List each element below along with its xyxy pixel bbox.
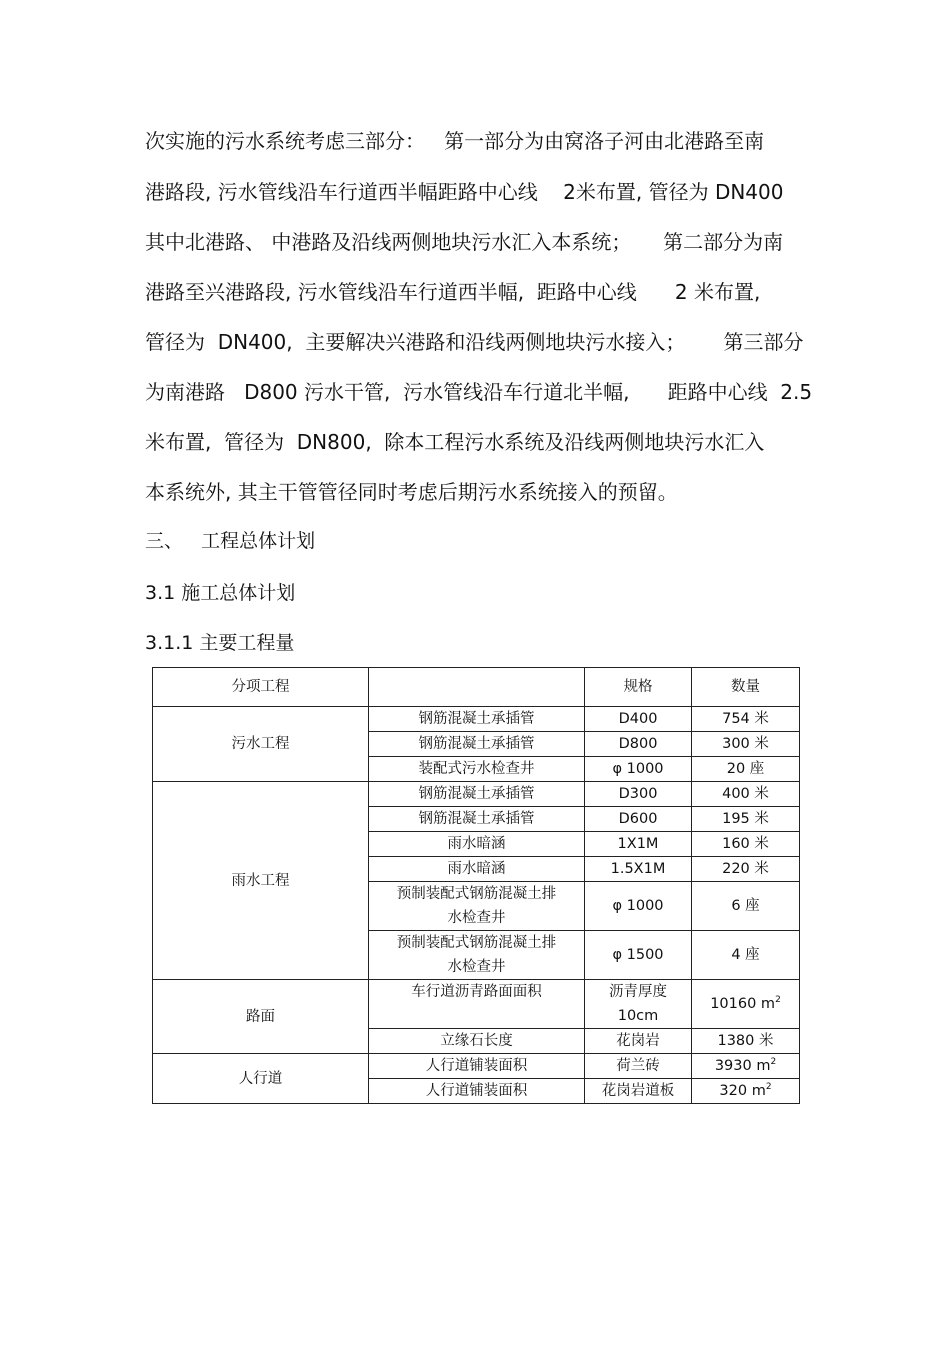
qty-cell: 754 米 [692,707,800,732]
item-cell: 钢筋混凝土承插管 [369,782,585,807]
subsubsection-heading: 3.1.1 主要工程量 [145,632,295,654]
qty-cell: 160 米 [692,832,800,857]
item-cell: 装配式污水检查井 [369,757,585,782]
table-row [153,707,800,732]
spec-cell: 花岗岩道板 [585,1079,692,1104]
item-cell: 车行道沥青路面面积 [369,980,585,1029]
qty-cell: 300 米 [692,732,800,757]
qty-value: 320 m [719,1083,766,1099]
paragraph-line: 其中北港路、 中港路及沿线两侧地块污水汇入本系统； 第二部分为南 [145,230,784,254]
item-cell: 钢筋混凝土承插管 [369,807,585,832]
spec-cell: 1.5X1M [585,857,692,882]
qty-cell [692,1079,800,1104]
superscript: 2 [775,995,781,1006]
spec-cell: 花岗岩 [585,1029,692,1054]
paragraph-line: 港路段, 污水管线沿车行道西半幅距路中心线 2米布置, 管径为 DN400 [145,180,784,204]
header-cell-qty: 数量 [692,668,800,707]
header-cell-category: 分项工程 [153,668,369,707]
paragraph-line: 港路至兴港路段, 污水管线沿车行道西半幅, 距路中心线 2 米布置, [145,280,761,304]
spec-cell: 荷兰砖 [585,1054,692,1079]
item-cell: 雨水暗涵 [369,857,585,882]
item-cell: 钢筋混凝土承插管 [369,707,585,732]
item-line: 预制装配式钢筋混凝土排 [396,935,557,951]
spec-cell: 1X1M [585,832,692,857]
spec-cell: D600 [585,807,692,832]
superscript: 2 [765,1082,772,1093]
table-row [153,782,800,807]
item-cell: 雨水暗涵 [369,832,585,857]
group-cell-rainwater: 雨水工程 [153,782,369,980]
table-row [153,1054,800,1079]
qty-cell: 4 座 [692,931,800,980]
qty-cell: 400 米 [692,782,800,807]
spec-cell: φ 1000 [585,882,692,931]
qty-cell [692,980,800,1029]
group-cell-sewage: 污水工程 [153,707,369,782]
item-cell: 立缘石长度 [369,1029,585,1054]
qty-value: 10160 m [710,996,776,1012]
item-line: 预制装配式钢筋混凝土排 [396,886,557,902]
qty-cell [692,1054,800,1079]
item-cell: 钢筋混凝土承插管 [369,732,585,757]
header-cell-spec: 规格 [585,668,692,707]
table-row [153,980,800,1029]
spec-line: 10cm [617,1008,659,1024]
paragraph-line: 本系统外, 其主干管管径同时考虑后期污水系统接入的预留。 [145,480,678,504]
qty-value: 3930 m [714,1058,771,1074]
spec-cell: D400 [585,707,692,732]
spec-cell: D300 [585,782,692,807]
qty-cell: 6 座 [692,882,800,931]
item-cell [369,931,585,980]
qty-cell: 220 米 [692,857,800,882]
section-heading: 三、 工程总体计划 [145,530,316,552]
item-cell [369,882,585,931]
item-line: 水检查井 [447,959,506,975]
subsection-heading: 3.1 施工总体计划 [145,582,296,604]
paragraph-line: 为南港路 D800 污水干管, 污水管线沿车行道北半幅, 距路中心线 2.5 [145,380,813,404]
header-cell-item [369,668,585,707]
paragraph-line: 米布置, 管径为 DN800, 除本工程污水系统及沿线两侧地块污水汇入 [145,430,765,454]
qty-cell: 195 米 [692,807,800,832]
paragraph-line: 管径为 DN400, 主要解决兴港路和沿线两侧地块污水接入； 第三部分 [145,330,804,354]
superscript: 2 [770,1057,777,1068]
table-header-row [153,668,800,707]
spec-cell: D800 [585,732,692,757]
qty-cell: 1380 米 [692,1029,800,1054]
item-cell: 人行道铺装面积 [369,1054,585,1079]
spec-cell [585,980,692,1029]
item-cell: 人行道铺装面积 [369,1079,585,1104]
spec-cell: φ 1500 [585,931,692,980]
item-line: 水检查井 [447,910,506,926]
spec-cell: φ 1000 [585,757,692,782]
quantities-table [152,667,800,1104]
paragraph-line: 次实施的污水系统考虑三部分： 第一部分为由窝洛子河由北港路至南 [145,129,765,153]
qty-cell: 20 座 [692,757,800,782]
group-cell-pavement: 路面 [153,980,369,1054]
spec-line: 沥青厚度 [609,984,667,1000]
group-cell-sidewalk: 人行道 [153,1054,369,1104]
